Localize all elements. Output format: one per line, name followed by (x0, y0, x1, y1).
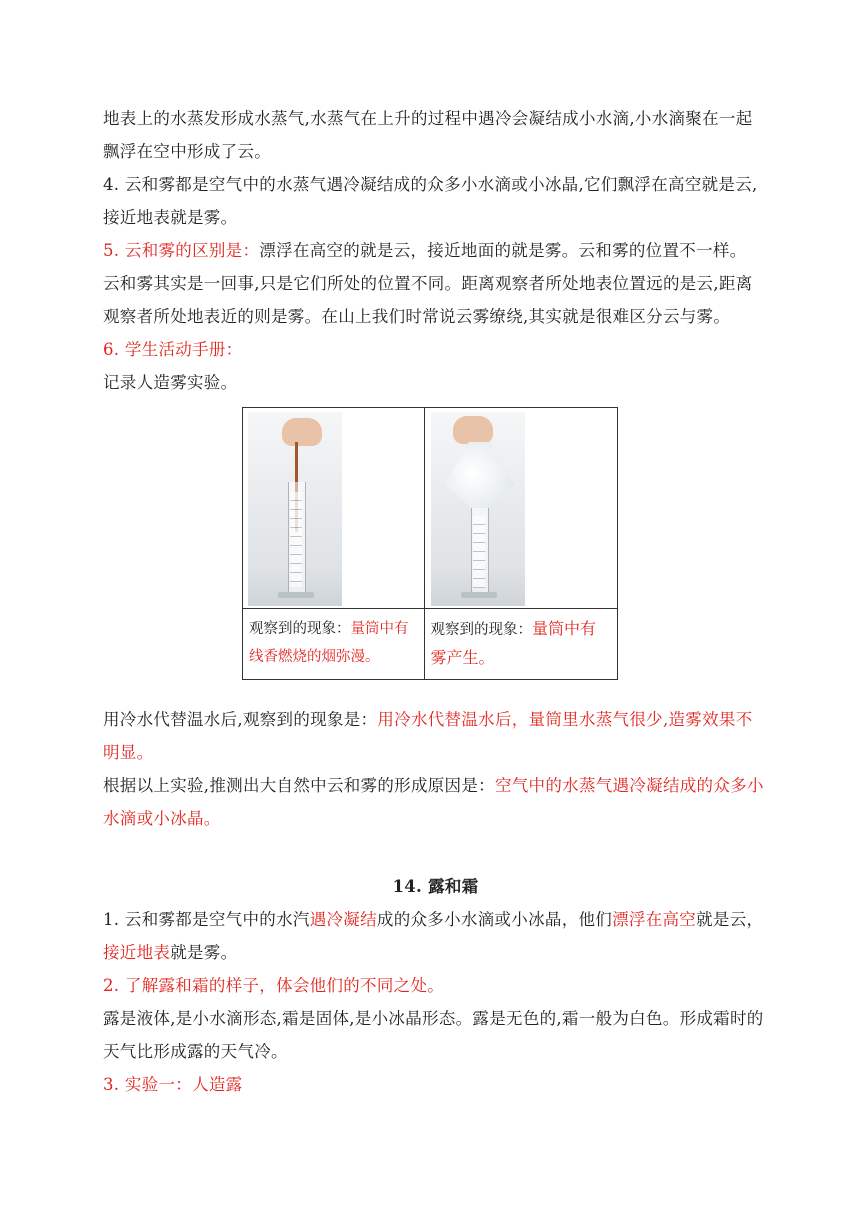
paragraph: 地表上的水蒸发形成水蒸气,水蒸气在上升的过程中遇冷会凝结成小水滴,小水滴聚在一起飘浮在空中形成了云。 (103, 109, 753, 161)
paragraph-text: 漂浮在高空的就是云，接近地面的就是雾。云和雾的位置不一样。 (259, 241, 747, 260)
question-text: 根据以上实验,推测出大自然中云和雾的形成原因是： (103, 776, 495, 795)
hand-shape (453, 416, 493, 444)
paragraph (103, 769, 768, 835)
text: 就是雾。 (170, 943, 238, 962)
ice-bag-shape (445, 442, 515, 512)
paragraph: 露是液体,是小水滴形态,霜是固体,是小冰晶形态。露是无色的,霜一般为白色。形成霜时的天气比形成露的天气冷。 (103, 1009, 764, 1061)
text: 就是云， (696, 910, 764, 929)
keyword: 遇冷凝结 (309, 910, 377, 929)
keyword: 接近地表 (103, 943, 171, 962)
paragraph (103, 234, 768, 267)
cylinder-ticks (290, 492, 302, 587)
heading-red: 2. 了解露和霜的样子，体会他们的不同之处。 (103, 976, 445, 995)
hand-shape (282, 418, 322, 446)
section-title: 14. 露和霜 (392, 877, 479, 896)
paragraph (103, 703, 768, 769)
observation-answer: 量筒中有雾产生。 (430, 619, 597, 667)
cylinder-base (461, 592, 497, 598)
heading-red: 3. 实验一：人造露 (103, 1075, 243, 1094)
observation-label: 观察到的现象： (249, 621, 351, 637)
text: 成的众多小水滴或小冰晶，他们 (376, 910, 613, 929)
answer-text: 用冷水代替温水后，量筒里水蒸气很少,造雾效果不明显。 (103, 710, 753, 762)
paragraph: 4. 云和雾都是空气中的水蒸气遇冷凝结成的众多小水滴或小冰晶,它们飘浮在高空就是云,接近地表就是雾。 (103, 175, 758, 227)
keyword: 漂浮在高空 (612, 910, 697, 929)
section-gap (103, 835, 768, 870)
text: 1. 云和雾都是空气中的水汽 (103, 910, 310, 929)
ice-bag-cylinder-photo (431, 412, 525, 606)
observation-cell (424, 609, 618, 680)
heading-red: 6. 学生活动手册： (103, 340, 243, 359)
paragraph: 云和雾其实是一回事,只是它们所处的位置不同。距离观察者所处地表位置远的是云,距离观察者所处地表近的则是雾。在山上我们时常说云雾缭绕,其实就是很难区分云与雾。 (103, 274, 753, 326)
answer-text: 空气中的水蒸气遇冷凝结成的众多小水滴或小冰晶。 (103, 776, 764, 828)
cylinder-ticks (473, 516, 485, 588)
cylinder-base (278, 592, 314, 598)
observation-cell (243, 609, 425, 680)
paragraph (103, 903, 768, 969)
image-cell (424, 408, 618, 609)
experiment-record-table (242, 407, 618, 680)
question-text: 用冷水代替温水后,观察到的现象是： (103, 710, 378, 729)
observation-answer: 量筒中有线香燃烧的烟弥漫。 (249, 621, 409, 665)
heading-red: 5. 云和雾的区别是： (103, 241, 260, 260)
incense-cylinder-photo (248, 412, 342, 606)
image-cell (243, 408, 425, 609)
paragraph: 记录人造雾实验。 (103, 373, 238, 392)
observation-label: 观察到的现象： (430, 622, 532, 638)
